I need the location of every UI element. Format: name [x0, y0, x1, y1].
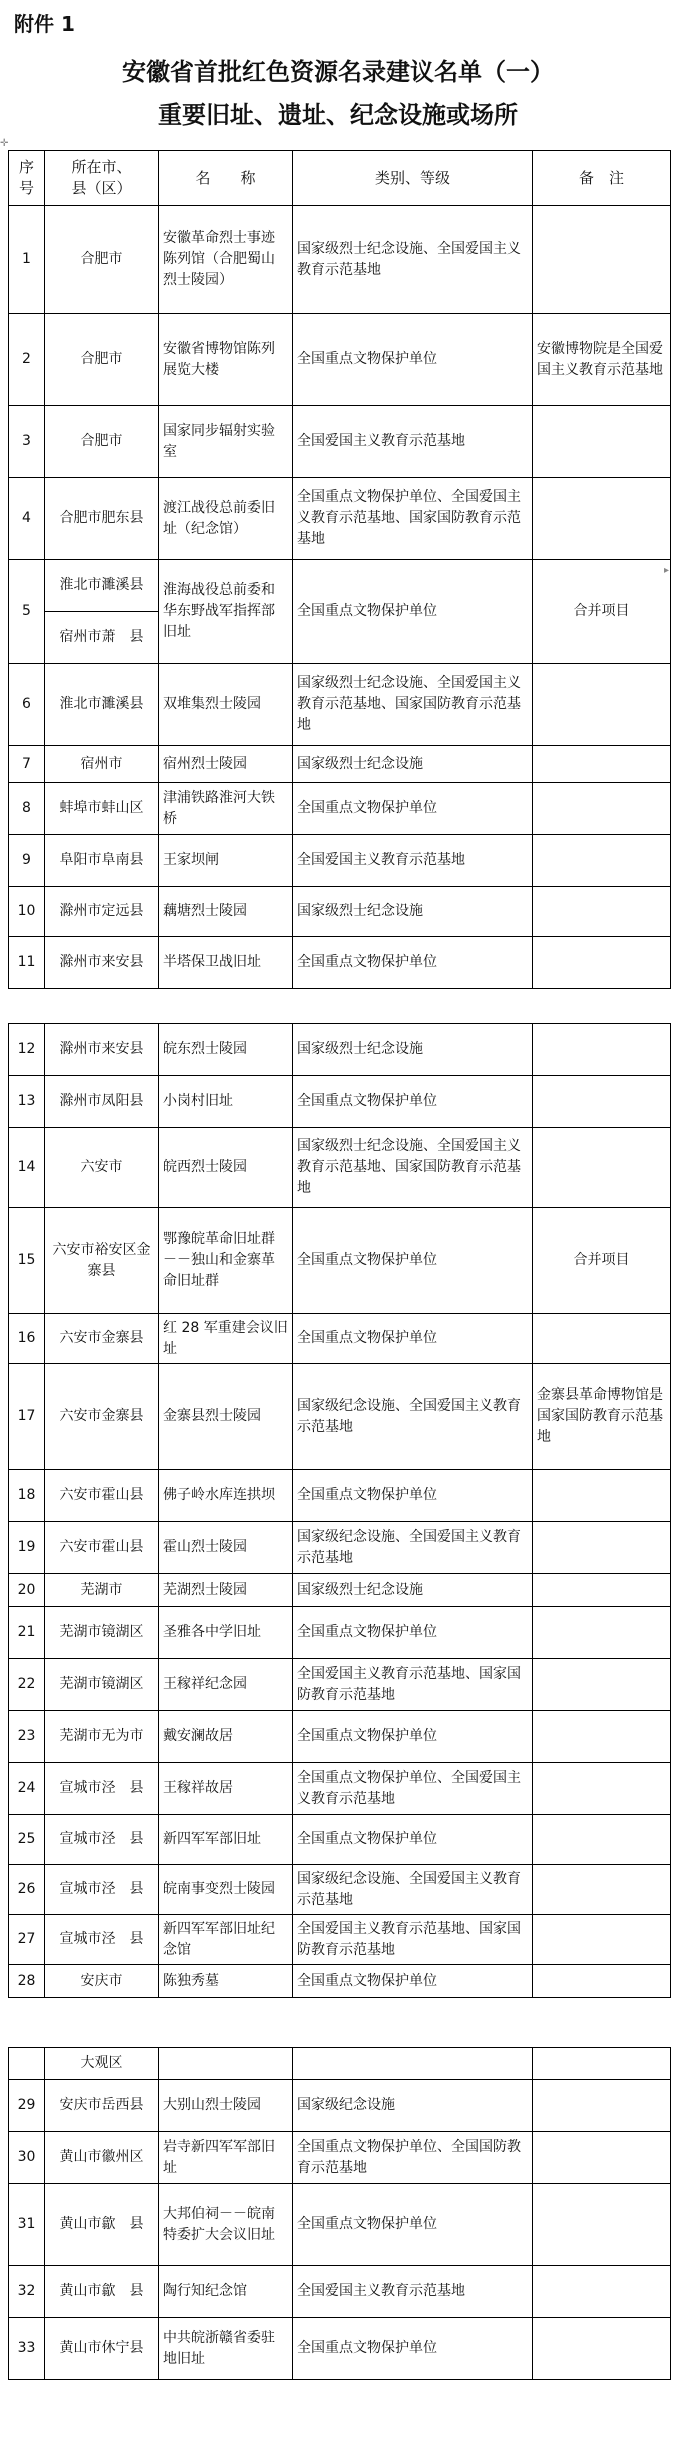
- resource-table-part-1: [8, 150, 671, 989]
- table-row: 11 滁州市来安县 半塔保卫战旧址 全国重点文物保护单位: [9, 937, 671, 989]
- table-row: 26 宣城市泾 县 皖南事变烈士陵园 国家级纪念设施、全国爱国主义教育示范基地: [9, 1865, 671, 1915]
- table-row: 23 芜湖市无为市 戴安澜故居 全国重点文物保护单位: [9, 1711, 671, 1763]
- header-remark: 备 注: [533, 151, 671, 206]
- resource-table-part-3: [8, 2047, 671, 2380]
- table-header-row: [9, 151, 671, 206]
- table-row: 10 滁州市定远县 藕塘烈士陵园 国家级烈士纪念设施: [9, 887, 671, 937]
- table-row: 33 黄山市休宁县 中共皖浙赣省委驻地旧址 全国重点文物保护单位: [9, 2318, 671, 2380]
- header-location: 所在市、 县（区）: [45, 151, 159, 206]
- header-category: 类别、等级: [293, 151, 533, 206]
- table-row: 19 六安市霍山县 霍山烈士陵园 国家级纪念设施、全国爱国主义教育示范基地: [9, 1522, 671, 1574]
- table-row: 32 黄山市歙 县 陶行知纪念馆 全国爱国主义教育示范基地: [9, 2266, 671, 2318]
- document-subtitle: 重要旧址、遗址、纪念设施或场所: [158, 101, 518, 129]
- table-row: 24 宣城市泾 县 王稼祥故居 全国重点文物保护单位、全国爱国主义教育示范基地: [9, 1763, 671, 1815]
- table-row: 5 淮北市濉溪县 淮海战役总前委和华东野战军指挥部旧址 全国重点文物保护单位 合并项目: [9, 560, 671, 612]
- table-row: 25 宣城市泾 县 新四军军部旧址 全国重点文物保护单位: [9, 1815, 671, 1865]
- table-row: 27 宣城市泾 县 新四军军部旧址纪念馆 全国爱国主义教育示范基地、国家国防教育示范基地: [9, 1915, 671, 1965]
- table-row: 14 六安市 皖西烈士陵园 国家级烈士纪念设施、全国爱国主义教育示范基地、国家国防教育示范基地: [9, 1128, 671, 1208]
- header-name: 名 称: [159, 151, 293, 206]
- table-row: 21 芜湖市镜湖区 圣雅各中学旧址 全国重点文物保护单位: [9, 1607, 671, 1659]
- table-row: 17 六安市金寨县 金寨县烈士陵园 国家级纪念设施、全国爱国主义教育示范基地 金寨县革命博物馆是国家国防教育示范基地: [9, 1364, 671, 1470]
- table-row: 28 安庆市 陈独秀墓 全国重点文物保护单位: [9, 1965, 671, 1998]
- table-row: 12 滁州市来安县 皖东烈士陵园 国家级烈士纪念设施: [9, 1024, 671, 1076]
- table-row: 4 合肥市肥东县 渡江战役总前委旧址（纪念馆） 全国重点文物保护单位、全国爱国主义教育示范基地、国家国防教育示范基地: [9, 478, 671, 560]
- table-row: 3 合肥市 国家同步辐射实验室 全国爱国主义教育示范基地: [9, 406, 671, 478]
- table-row: 15 六安市裕安区金寨县 鄂豫皖革命旧址群－－独山和金寨革命旧址群 全国重点文物保护单位 合并项目: [9, 1208, 671, 1314]
- table-row: 1 合肥市 安徽革命烈士事迹陈列馆（合肥蜀山烈士陵园） 国家级烈士纪念设施、全国爱国主义教育示范基地: [9, 206, 671, 314]
- table-row: 大观区: [9, 2048, 671, 2080]
- margin-marker: ▸: [664, 565, 670, 576]
- resource-table-part-2: [8, 1023, 671, 1998]
- table-row: 宿州市萧 县: [9, 612, 671, 664]
- table-row: 31 黄山市歙 县 大邦伯祠－－皖南特委扩大会议旧址 全国重点文物保护单位: [9, 2184, 671, 2266]
- table-row: 30 黄山市徽州区 岩寺新四军军部旧址 全国重点文物保护单位、全国国防教育示范基地: [9, 2132, 671, 2184]
- document-title: 安徽省首批红色资源名录建议名单（一）: [122, 58, 554, 86]
- attachment-label: 附件 1: [14, 12, 75, 36]
- table-row: 6 淮北市濉溪县 双堆集烈士陵园 国家级烈士纪念设施、全国爱国主义教育示范基地、国家国防教育示范基地: [9, 664, 671, 746]
- table-row: 2 合肥市 安徽省博物馆陈列展览大楼 全国重点文物保护单位 安徽博物院是全国爱国主义教育示范基地: [9, 314, 671, 406]
- table-row: 18 六安市霍山县 佛子岭水库连拱坝 全国重点文物保护单位: [9, 1470, 671, 1522]
- table-row: 20 芜湖市 芜湖烈士陵园 国家级烈士纪念设施: [9, 1574, 671, 1607]
- margin-marker: ✛: [0, 138, 9, 149]
- header-no: 序 号: [9, 151, 45, 206]
- table-row: 13 滁州市凤阳县 小岗村旧址 全国重点文物保护单位: [9, 1076, 671, 1128]
- table-row: 7 宿州市 宿州烈士陵园 国家级烈士纪念设施: [9, 746, 671, 783]
- table-row: 16 六安市金寨县 红 28 军重建会议旧址 全国重点文物保护单位: [9, 1314, 671, 1364]
- table-row: 9 阜阳市阜南县 王家坝闸 全国爱国主义教育示范基地: [9, 835, 671, 887]
- table-row: 29 安庆市岳西县 大别山烈士陵园 国家级纪念设施: [9, 2080, 671, 2132]
- table-row: 8 蚌埠市蚌山区 津浦铁路淮河大铁桥 全国重点文物保护单位: [9, 783, 671, 835]
- table-row: 22 芜湖市镜湖区 王稼祥纪念园 全国爱国主义教育示范基地、国家国防教育示范基地: [9, 1659, 671, 1711]
